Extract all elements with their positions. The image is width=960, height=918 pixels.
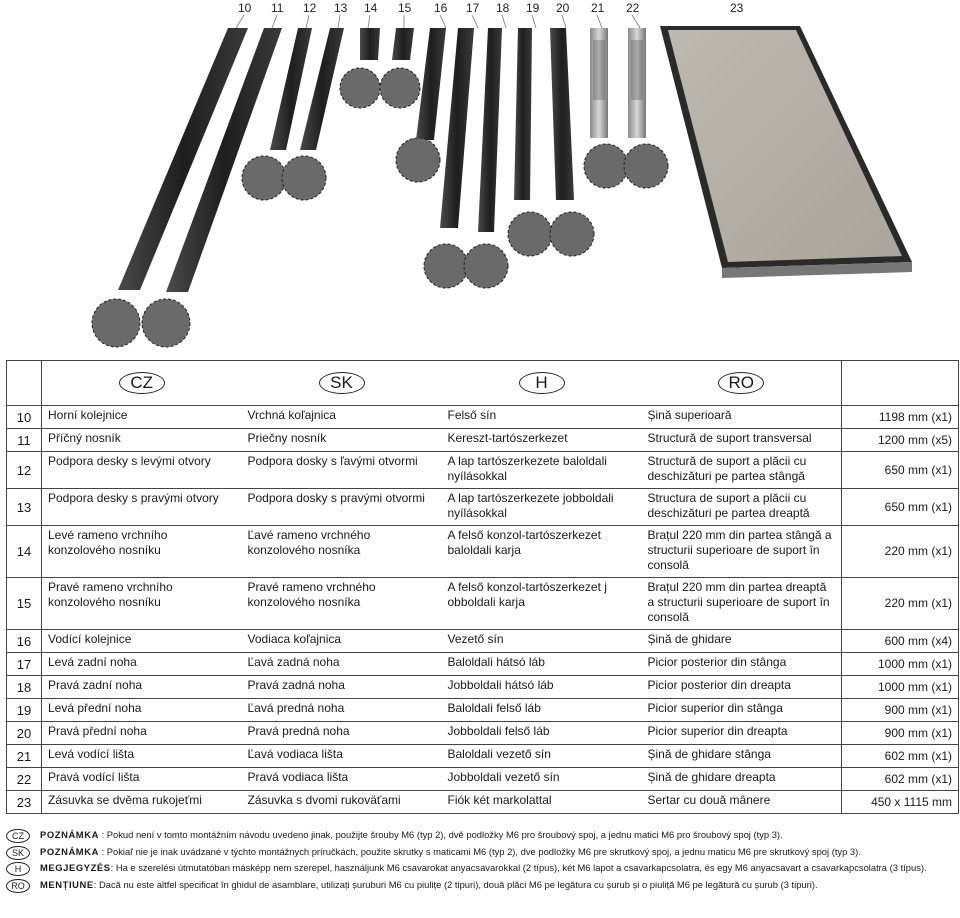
- part-index: 11: [7, 429, 42, 452]
- part-number: 15: [398, 1, 412, 15]
- part-number: 22: [626, 1, 640, 15]
- note-label: MEGJEGYZÉS: [40, 862, 111, 873]
- table-row: [7, 745, 959, 768]
- table-row: [7, 791, 959, 814]
- note-text: : Pokiaľ nie je inak uvádzané v týchto montážnych príručkách, použite skrutky s maticami M6 (typ 2), dve podložky M6 pre skrutkový spoj, a jednu maticu M6 pre skrutkový spoj (typ 3).: [98, 845, 861, 857]
- table-row: [7, 722, 959, 745]
- table-row: [7, 578, 959, 630]
- part-number: 23: [730, 1, 744, 15]
- lang-badge-h: H: [6, 862, 30, 876]
- note-text: : Pokud není v tomto montážním návodu uvedeno jinak, použijte šrouby M6 (typ 2), dvě podložky M6 pro šroubový spoj, a jednu matici M6 pro šroubový spoj (typ 3).: [98, 829, 783, 840]
- part-dimension: 650 mm (x1): [842, 452, 959, 489]
- part-name-cz: Horní kolejnice: [42, 406, 242, 429]
- part-name-cz: Levá zadní noha: [42, 653, 242, 676]
- part-number: 18: [496, 1, 510, 15]
- part-dimension: 1200 mm (x5): [842, 429, 959, 452]
- parts-table: [6, 360, 959, 814]
- part-index: 10: [7, 406, 42, 429]
- parts-photo: [0, 0, 960, 358]
- lang-badge-h: H: [519, 372, 565, 394]
- part-name-ro: Picior superior din dreapta: [642, 722, 842, 745]
- part-name-sk: Ľavá predná noha: [242, 699, 442, 722]
- part-name-ro: Structura de suport a plăcii cu deschizături pe partea dreaptă: [642, 489, 842, 526]
- header-ro: [642, 361, 842, 406]
- part-number: 21: [591, 1, 605, 15]
- pointer-lines: [236, 15, 640, 28]
- header-h: [442, 361, 642, 406]
- part-number: 12: [303, 1, 317, 15]
- part-number: 20: [556, 1, 570, 15]
- part-number: 14: [364, 1, 378, 15]
- part-name-cz: Levá vodící lišta: [42, 745, 242, 768]
- part-name-h: A lap tartószerkezete jobboldali nyílásokkal: [442, 489, 642, 526]
- part-dimension: 220 mm (x1): [842, 526, 959, 578]
- part-name-h: Kereszt-tartószerkezet: [442, 429, 642, 452]
- bracket-callouts: [92, 68, 668, 347]
- part-name-ro: Picior posterior din stânga: [642, 653, 842, 676]
- note-cz: [6, 827, 954, 844]
- part-name-cz: Levé rameno vrchního konzolového nosníku: [42, 526, 242, 578]
- part-index: 18: [7, 676, 42, 699]
- part-index: 22: [7, 768, 42, 791]
- table-row: [7, 452, 959, 489]
- part-name-ro: Sertar cu două mânere: [642, 791, 842, 814]
- lang-badge-sk: SK: [6, 846, 30, 860]
- part-index: 17: [7, 653, 42, 676]
- part-dimension: 1000 mm (x1): [842, 676, 959, 699]
- note-label: POZNÁMKA: [40, 829, 99, 840]
- table-row: [7, 429, 959, 452]
- part-dimension: 220 mm (x1): [842, 578, 959, 630]
- part-name-ro: Picior posterior din dreapta: [642, 676, 842, 699]
- part-number: 10: [238, 1, 252, 15]
- note-label: POZNÁMKA: [40, 845, 99, 857]
- part-number-labels: [238, 1, 744, 15]
- part-name-sk: Priečny nosník: [242, 429, 442, 452]
- part-dimension: 900 mm (x1): [842, 699, 959, 722]
- header-blank: [7, 361, 42, 406]
- part-name-cz: Podpora desky s levými otvory: [42, 452, 242, 489]
- part-name-ro: Structură de suport transversal: [642, 429, 842, 452]
- note-text: : Ha e szerelési útmutatóban másképp nem szerepel, használjunk M6 csavarokat anyacsavarokkal (2 típus), két M6 lapot a csavarkapcsolatra, és egy M6 anyacsavart a csavarkapcsolatra (3 típus).: [110, 862, 927, 873]
- part-dimension: 900 mm (x1): [842, 722, 959, 745]
- note-sk: [6, 844, 954, 861]
- part-number: 16: [434, 1, 448, 15]
- drawer-tray: [660, 26, 912, 278]
- part-dimension: 650 mm (x1): [842, 489, 959, 526]
- part-index: 12: [7, 452, 42, 489]
- header-sk: [242, 361, 442, 406]
- part-name-sk: Pravá zadná noha: [242, 676, 442, 699]
- part-index: 20: [7, 722, 42, 745]
- part-index: 21: [7, 745, 42, 768]
- note-label: MENȚIUNE: [40, 878, 94, 890]
- table-row: [7, 630, 959, 653]
- part-dimension: 450 x 1115 mm: [842, 791, 959, 814]
- part-index: 23: [7, 791, 42, 814]
- part-name-sk: Ľavá vodiaca lišta: [242, 745, 442, 768]
- part-name-ro: Picior superior din stânga: [642, 699, 842, 722]
- table-header-row: [7, 361, 959, 406]
- lang-badge-ro: RO: [718, 372, 764, 394]
- part-name-cz: Vodící kolejnice: [42, 630, 242, 653]
- assembly-notes: [6, 827, 954, 893]
- part-name-sk: Pravá vodiaca lišta: [242, 768, 442, 791]
- part-name-ro: Șină de ghidare dreapta: [642, 768, 842, 791]
- part-dimension: 600 mm (x4): [842, 630, 959, 653]
- part-dimension: 1000 mm (x1): [842, 653, 959, 676]
- part-number: 17: [466, 1, 480, 15]
- part-number: 13: [334, 1, 348, 15]
- part-index: 16: [7, 630, 42, 653]
- part-name-cz: Pravá přední noha: [42, 722, 242, 745]
- part-name-h: Felső sín: [442, 406, 642, 429]
- part-name-h: Jobboldali felső láb: [442, 722, 642, 745]
- part-name-ro: Brațul 220 mm din partea dreaptă a structurii superioare de suport în consolă: [642, 578, 842, 630]
- part-name-ro: Șină de ghidare stânga: [642, 745, 842, 768]
- table-row: [7, 699, 959, 722]
- part-name-cz: Pravé rameno vrchního konzolového nosníku: [42, 578, 242, 630]
- lang-badge-cz: CZ: [6, 829, 30, 843]
- part-name-ro: Șină de ghidare: [642, 630, 842, 653]
- part-name-ro: Brațul 220 mm din partea stângă a structurii superioare de suport în consolă: [642, 526, 842, 578]
- part-number: 19: [526, 1, 540, 15]
- header-cz: [42, 361, 242, 406]
- part-name-sk: Pravá predná noha: [242, 722, 442, 745]
- lang-badge-sk: SK: [319, 372, 365, 394]
- part-name-sk: Podpora dosky s pravými otvormi: [242, 489, 442, 526]
- table-row: [7, 653, 959, 676]
- table-row: [7, 768, 959, 791]
- part-name-h: Vezető sín: [442, 630, 642, 653]
- part-name-ro: Șină superioară: [642, 406, 842, 429]
- part-name-cz: Příčný nosník: [42, 429, 242, 452]
- part-name-sk: Vrchná koľajnica: [242, 406, 442, 429]
- part-index: 19: [7, 699, 42, 722]
- table-row: [7, 489, 959, 526]
- part-name-h: Jobboldali hátsó láb: [442, 676, 642, 699]
- part-name-cz: Zásuvka se dvěma rukojeťmi: [42, 791, 242, 814]
- note-text: : Dacă nu este altfel specificat în ghidul de asamblare, utilizați șuruburi M6 cu piulițe (2 tipuri), două plăci M6 pe legătura cu șurub și o piuliță M6 pe legătură cu șurub (3 tipuri).: [93, 878, 818, 890]
- part-name-h: A lap tartószerkezete baloldali nyílásokkal: [442, 452, 642, 489]
- part-name-ro: Structură de suport a plăcii cu deschizături pe partea stângă: [642, 452, 842, 489]
- slide-rails: [590, 28, 646, 138]
- part-name-h: A felső konzol-tartószerkezet baloldali karja: [442, 526, 642, 578]
- part-index: 13: [7, 489, 42, 526]
- part-name-sk: Ľavé rameno vrchného konzolového nosníka: [242, 526, 442, 578]
- header-dim-blank: [842, 361, 959, 406]
- part-name-h: Baloldali felső láb: [442, 699, 642, 722]
- table-row: [7, 676, 959, 699]
- part-name-cz: Podpora desky s pravými otvory: [42, 489, 242, 526]
- note-ro: [6, 877, 954, 894]
- part-dimension: 602 mm (x1): [842, 745, 959, 768]
- part-index: 14: [7, 526, 42, 578]
- guide-rails: [416, 28, 574, 232]
- part-name-sk: Vodiaca koľajnica: [242, 630, 442, 653]
- lang-badge-cz: CZ: [119, 372, 165, 394]
- part-name-cz: Pravá vodící lišta: [42, 768, 242, 791]
- part-dimension: 602 mm (x1): [842, 768, 959, 791]
- part-index: 15: [7, 578, 42, 630]
- part-name-h: Baloldali vezető sín: [442, 745, 642, 768]
- part-name-sk: Ľavá zadná noha: [242, 653, 442, 676]
- part-name-cz: Levá přední noha: [42, 699, 242, 722]
- part-name-sk: Zásuvka s dvomi rukoväťami: [242, 791, 442, 814]
- part-number: 11: [271, 1, 284, 15]
- lang-badge-ro: RO: [6, 879, 30, 893]
- part-name-sk: Pravé rameno vrchného konzolového nosníka: [242, 578, 442, 630]
- part-name-h: Fiók két markolattal: [442, 791, 642, 814]
- part-name-h: Jobboldali vezető sín: [442, 768, 642, 791]
- note-h: [6, 860, 954, 877]
- part-name-h: A felső konzol-tartószerkezet j obboldali karja: [442, 578, 642, 630]
- table-row: [7, 526, 959, 578]
- part-name-h: Baloldali hátsó láb: [442, 653, 642, 676]
- part-dimension: 1198 mm (x1): [842, 406, 959, 429]
- part-name-sk: Podpora dosky s ľavými otvormi: [242, 452, 442, 489]
- table-row: [7, 406, 959, 429]
- part-name-cz: Pravá zadní noha: [42, 676, 242, 699]
